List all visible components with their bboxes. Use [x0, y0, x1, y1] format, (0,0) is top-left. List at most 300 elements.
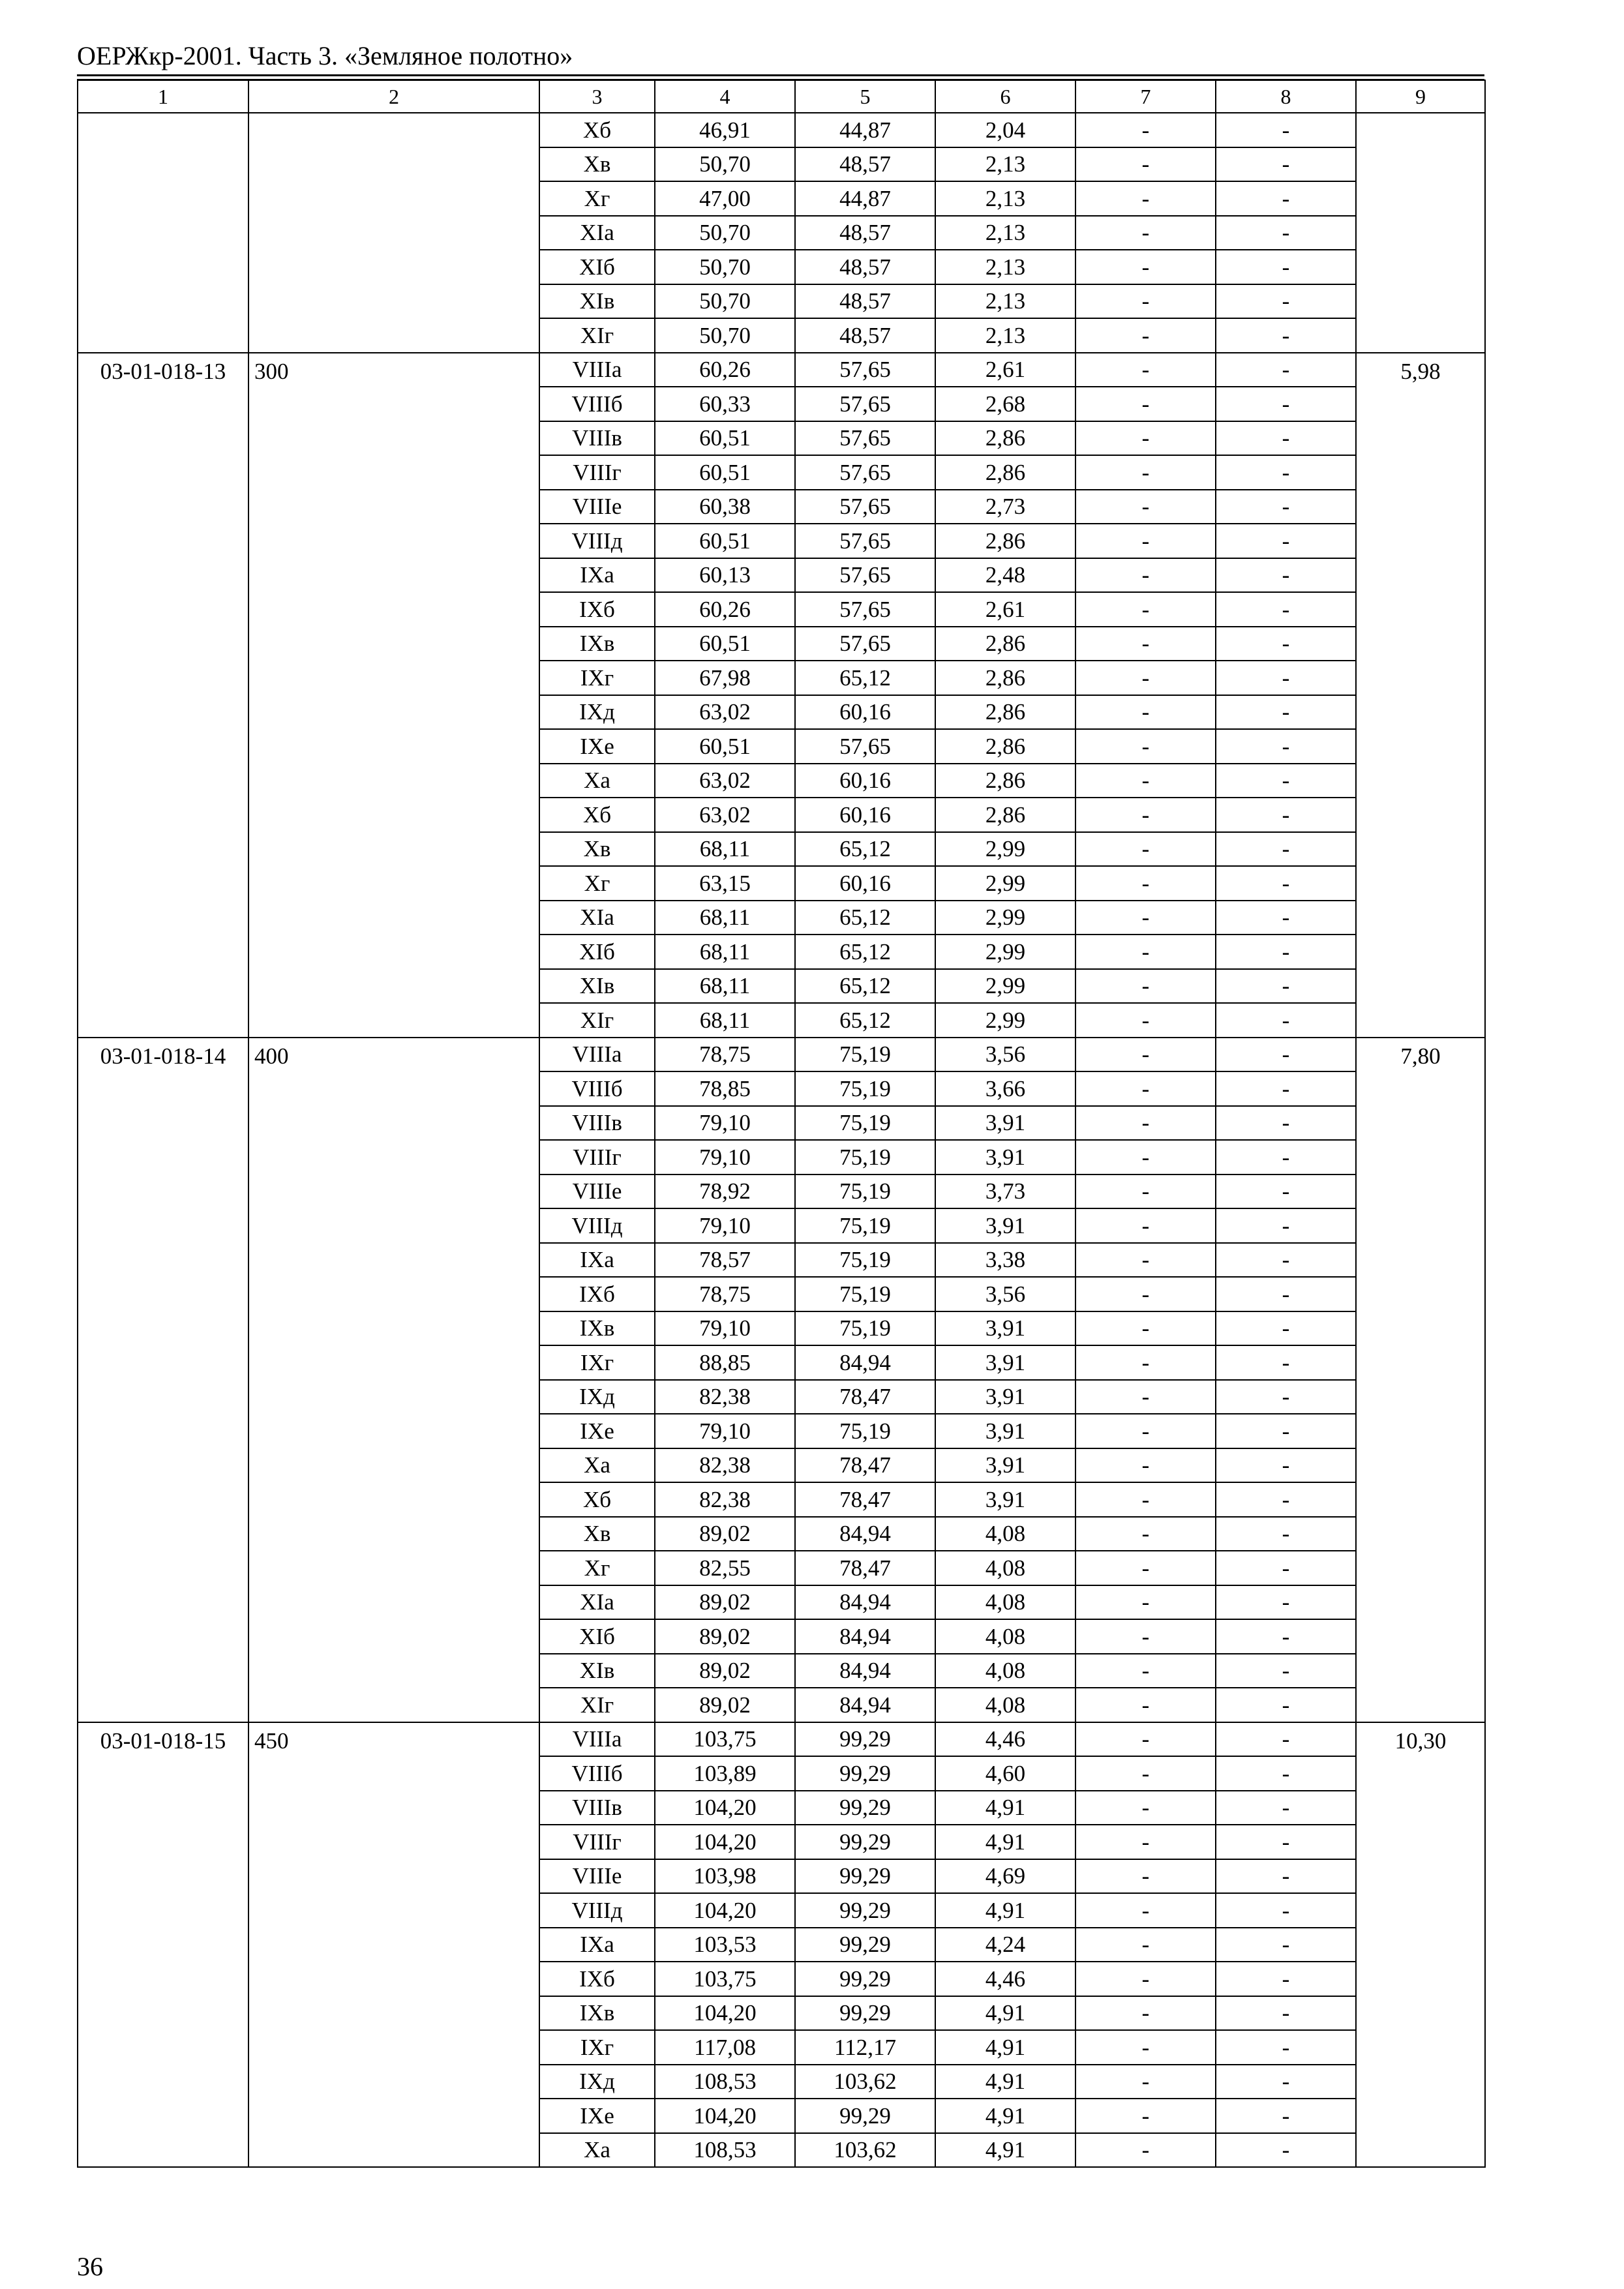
total-cost-cell: 103,89: [655, 1756, 795, 1791]
col7-cell: -: [1075, 1893, 1216, 1928]
machine-cost-cell: 3,56: [935, 1277, 1075, 1311]
wage-cell: 60,16: [795, 798, 935, 832]
total-cost-cell: 60,51: [655, 729, 795, 764]
col7-cell: -: [1075, 1311, 1216, 1346]
variant-cell: Xб: [539, 113, 655, 147]
total-cost-cell: 67,98: [655, 661, 795, 695]
machine-cost-cell: 3,66: [935, 1071, 1075, 1106]
total-cost-cell: 79,10: [655, 1208, 795, 1243]
total-cost-cell: 68,11: [655, 832, 795, 867]
column-number: 2: [248, 80, 539, 113]
total-cost-cell: 50,70: [655, 284, 795, 319]
group-value-cell: 400: [248, 1038, 539, 1722]
machine-cost-cell: 3,73: [935, 1174, 1075, 1209]
wage-cell: 75,19: [795, 1311, 935, 1346]
rate-code-cell: 03-01-018-13: [78, 353, 248, 1038]
machine-cost-cell: 2,48: [935, 558, 1075, 593]
variant-cell: VIIIе: [539, 1174, 655, 1209]
rate-code-cell: 03-01-018-15: [78, 1722, 248, 2168]
machine-cost-cell: 2,13: [935, 318, 1075, 353]
wage-cell: 75,19: [795, 1038, 935, 1072]
total-cost-cell: 79,10: [655, 1414, 795, 1448]
col7-cell: -: [1075, 866, 1216, 901]
group-value-cell: 450: [248, 1722, 539, 2168]
wage-cell: 57,65: [795, 524, 935, 558]
variant-cell: VIIIа: [539, 1038, 655, 1072]
wage-cell: 65,12: [795, 661, 935, 695]
variant-cell: IXд: [539, 2065, 655, 2099]
col7-cell: -: [1075, 1825, 1216, 1859]
col8-cell: -: [1216, 147, 1356, 182]
col7-cell: -: [1075, 2133, 1216, 2168]
col8-cell: -: [1216, 1688, 1356, 1722]
variant-cell: XIа: [539, 901, 655, 935]
wage-cell: 60,16: [795, 866, 935, 901]
variant-cell: IXв: [539, 1311, 655, 1346]
col7-cell: -: [1075, 1448, 1216, 1483]
variant-cell: VIIIв: [539, 1791, 655, 1825]
col8-cell: -: [1216, 1448, 1356, 1483]
wage-cell: 103,62: [795, 2133, 935, 2168]
machine-cost-cell: 4,08: [935, 1688, 1075, 1722]
wage-cell: 65,12: [795, 969, 935, 1004]
col7-cell: -: [1075, 729, 1216, 764]
col8-cell: -: [1216, 1619, 1356, 1654]
machine-cost-cell: 4,91: [935, 1791, 1075, 1825]
table-row: [78, 1722, 1485, 1757]
machine-cost-cell: 4,91: [935, 1893, 1075, 1928]
col7-cell: -: [1075, 1517, 1216, 1551]
total-cost-cell: 103,98: [655, 1859, 795, 1894]
total-cost-cell: 104,20: [655, 1791, 795, 1825]
variant-cell: IXг: [539, 661, 655, 695]
variant-cell: XIб: [539, 1619, 655, 1654]
variant-cell: Xб: [539, 1482, 655, 1517]
col8-cell: -: [1216, 2099, 1356, 2133]
col7-cell: -: [1075, 1619, 1216, 1654]
wage-cell: 99,29: [795, 1859, 935, 1894]
col8-cell: -: [1216, 592, 1356, 627]
wage-cell: 57,65: [795, 421, 935, 456]
machine-cost-cell: 2,13: [935, 284, 1075, 319]
variant-cell: VIIIа: [539, 1722, 655, 1757]
col7-cell: -: [1075, 832, 1216, 867]
machine-cost-cell: 3,91: [935, 1414, 1075, 1448]
total-cost-cell: 82,55: [655, 1551, 795, 1585]
col9-value-cell: 5,98: [1356, 353, 1485, 1038]
machine-cost-cell: 3,38: [935, 1243, 1075, 1278]
col7-cell: -: [1075, 2065, 1216, 2099]
wage-cell: 99,29: [795, 1756, 935, 1791]
col7-cell: -: [1075, 1585, 1216, 1620]
column-number: 5: [795, 80, 935, 113]
machine-cost-cell: 3,91: [935, 1311, 1075, 1346]
wage-cell: 75,19: [795, 1174, 935, 1209]
column-number: 1: [78, 80, 248, 113]
variant-cell: VIIIб: [539, 387, 655, 421]
wage-cell: 99,29: [795, 1791, 935, 1825]
wage-cell: 103,62: [795, 2065, 935, 2099]
machine-cost-cell: 2,86: [935, 455, 1075, 490]
wage-cell: 78,47: [795, 1482, 935, 1517]
wage-cell: 48,57: [795, 284, 935, 319]
col8-cell: -: [1216, 318, 1356, 353]
col8-cell: -: [1216, 1345, 1356, 1380]
col7-cell: -: [1075, 1928, 1216, 1962]
table-row: [78, 113, 1485, 147]
col7-cell: -: [1075, 2099, 1216, 2133]
col7-cell: -: [1075, 798, 1216, 832]
machine-cost-cell: 3,91: [935, 1482, 1075, 1517]
col8-cell: -: [1216, 1585, 1356, 1620]
total-cost-cell: 50,70: [655, 147, 795, 182]
column-number: 3: [539, 80, 655, 113]
wage-cell: 57,65: [795, 455, 935, 490]
variant-cell: XIг: [539, 1003, 655, 1038]
col8-cell: -: [1216, 1208, 1356, 1243]
wage-cell: 99,29: [795, 1722, 935, 1757]
wage-cell: 65,12: [795, 901, 935, 935]
table-row: [78, 1038, 1485, 1072]
col7-cell: -: [1075, 216, 1216, 250]
machine-cost-cell: 2,86: [935, 524, 1075, 558]
col7-cell: -: [1075, 1380, 1216, 1414]
col8-cell: -: [1216, 1003, 1356, 1038]
col7-cell: -: [1075, 455, 1216, 490]
variant-cell: VIIIб: [539, 1071, 655, 1106]
document-title: ОЕРЖкр-2001. Часть 3. «Земляное полотно»: [77, 41, 573, 70]
variant-cell: VIIIг: [539, 1825, 655, 1859]
variant-cell: VIIIб: [539, 1756, 655, 1791]
col8-cell: -: [1216, 1962, 1356, 1996]
wage-cell: 48,57: [795, 318, 935, 353]
group-value-cell: 300: [248, 353, 539, 1038]
machine-cost-cell: 2,99: [935, 969, 1075, 1004]
machine-cost-cell: 2,13: [935, 147, 1075, 182]
machine-cost-cell: 3,91: [935, 1345, 1075, 1380]
total-cost-cell: 78,75: [655, 1038, 795, 1072]
col7-cell: -: [1075, 1174, 1216, 1209]
variant-cell: IXв: [539, 1996, 655, 2031]
machine-cost-cell: 2,86: [935, 661, 1075, 695]
col8-cell: -: [1216, 421, 1356, 456]
total-cost-cell: 60,33: [655, 387, 795, 421]
machine-cost-cell: 4,08: [935, 1619, 1075, 1654]
total-cost-cell: 104,20: [655, 1893, 795, 1928]
machine-cost-cell: 3,91: [935, 1448, 1075, 1483]
wage-cell: 75,19: [795, 1277, 935, 1311]
variant-cell: IXа: [539, 1928, 655, 1962]
col7-cell: -: [1075, 490, 1216, 524]
total-cost-cell: 79,10: [655, 1311, 795, 1346]
total-cost-cell: 89,02: [655, 1619, 795, 1654]
machine-cost-cell: 4,91: [935, 2065, 1075, 2099]
machine-cost-cell: 3,56: [935, 1038, 1075, 1072]
col8-cell: -: [1216, 901, 1356, 935]
total-cost-cell: 79,10: [655, 1140, 795, 1174]
machine-cost-cell: 4,08: [935, 1585, 1075, 1620]
variant-cell: VIIIв: [539, 1106, 655, 1141]
variant-cell: VIIIд: [539, 1208, 655, 1243]
machine-cost-cell: 4,60: [935, 1756, 1075, 1791]
total-cost-cell: 60,38: [655, 490, 795, 524]
machine-cost-cell: 2,04: [935, 113, 1075, 147]
col8-cell: -: [1216, 455, 1356, 490]
total-cost-cell: 46,91: [655, 113, 795, 147]
wage-cell: 75,19: [795, 1243, 935, 1278]
variant-cell: Xв: [539, 1517, 655, 1551]
total-cost-cell: 50,70: [655, 250, 795, 284]
col8-cell: -: [1216, 1893, 1356, 1928]
col7-cell: -: [1075, 1140, 1216, 1174]
col8-cell: -: [1216, 250, 1356, 284]
col8-cell: -: [1216, 935, 1356, 969]
wage-cell: 60,16: [795, 695, 935, 730]
variant-cell: IXе: [539, 729, 655, 764]
col7-cell: -: [1075, 1106, 1216, 1141]
col8-cell: -: [1216, 216, 1356, 250]
col8-cell: -: [1216, 1380, 1356, 1414]
variant-cell: XIв: [539, 1654, 655, 1688]
machine-cost-cell: 2,68: [935, 387, 1075, 421]
col8-cell: -: [1216, 832, 1356, 867]
col8-cell: -: [1216, 627, 1356, 661]
col7-cell: -: [1075, 1277, 1216, 1311]
col7-cell: -: [1075, 1859, 1216, 1894]
col8-cell: -: [1216, 695, 1356, 730]
machine-cost-cell: 4,91: [935, 2099, 1075, 2133]
total-cost-cell: 78,85: [655, 1071, 795, 1106]
wage-cell: 48,57: [795, 216, 935, 250]
total-cost-cell: 104,20: [655, 2099, 795, 2133]
total-cost-cell: 60,51: [655, 627, 795, 661]
col7-cell: -: [1075, 558, 1216, 593]
total-cost-cell: 82,38: [655, 1482, 795, 1517]
wage-cell: 57,65: [795, 558, 935, 593]
wage-cell: 60,16: [795, 764, 935, 798]
column-number: 9: [1356, 80, 1485, 113]
machine-cost-cell: 3,91: [935, 1380, 1075, 1414]
col7-cell: -: [1075, 387, 1216, 421]
col7-cell: -: [1075, 901, 1216, 935]
col8-cell: -: [1216, 2133, 1356, 2168]
variant-cell: XIб: [539, 250, 655, 284]
wage-cell: 57,65: [795, 353, 935, 387]
machine-cost-cell: 4,91: [935, 1996, 1075, 2031]
col7-cell: -: [1075, 1756, 1216, 1791]
machine-cost-cell: 4,08: [935, 1517, 1075, 1551]
variant-cell: XIа: [539, 216, 655, 250]
machine-cost-cell: 3,91: [935, 1106, 1075, 1141]
machine-cost-cell: 2,99: [935, 901, 1075, 935]
col7-cell: -: [1075, 2030, 1216, 2065]
col8-cell: -: [1216, 1071, 1356, 1106]
wage-cell: 75,19: [795, 1106, 935, 1141]
machine-cost-cell: 2,86: [935, 729, 1075, 764]
col8-cell: -: [1216, 1825, 1356, 1859]
total-cost-cell: 104,20: [655, 1825, 795, 1859]
col8-cell: -: [1216, 1928, 1356, 1962]
document-header: [77, 40, 1484, 80]
machine-cost-cell: 4,08: [935, 1654, 1075, 1688]
total-cost-cell: 104,20: [655, 1996, 795, 2031]
col7-cell: -: [1075, 524, 1216, 558]
col8-cell: -: [1216, 661, 1356, 695]
total-cost-cell: 103,75: [655, 1722, 795, 1757]
machine-cost-cell: 4,08: [935, 1551, 1075, 1585]
wage-cell: 99,29: [795, 1996, 935, 2031]
column-number: 8: [1216, 80, 1356, 113]
column-number: 4: [655, 80, 795, 113]
variant-cell: VIIIе: [539, 490, 655, 524]
wage-cell: 75,19: [795, 1414, 935, 1448]
col8-cell: -: [1216, 1722, 1356, 1757]
machine-cost-cell: 2,13: [935, 216, 1075, 250]
col8-cell: -: [1216, 798, 1356, 832]
total-cost-cell: 50,70: [655, 216, 795, 250]
col7-cell: -: [1075, 1688, 1216, 1722]
wage-cell: 65,12: [795, 935, 935, 969]
col7-cell: -: [1075, 1551, 1216, 1585]
variant-cell: Xа: [539, 2133, 655, 2168]
wage-cell: 57,65: [795, 592, 935, 627]
col7-cell: -: [1075, 1208, 1216, 1243]
total-cost-cell: 108,53: [655, 2133, 795, 2168]
col8-cell: -: [1216, 558, 1356, 593]
machine-cost-cell: 2,61: [935, 353, 1075, 387]
variant-cell: XIг: [539, 1688, 655, 1722]
total-cost-cell: 89,02: [655, 1517, 795, 1551]
wage-cell: 48,57: [795, 250, 935, 284]
column-number: 7: [1075, 80, 1216, 113]
variant-cell: XIв: [539, 969, 655, 1004]
machine-cost-cell: 4,24: [935, 1928, 1075, 1962]
wage-cell: 57,65: [795, 729, 935, 764]
variant-cell: Xа: [539, 764, 655, 798]
column-number: 6: [935, 80, 1075, 113]
variant-cell: IXб: [539, 592, 655, 627]
wage-cell: 84,94: [795, 1619, 935, 1654]
col7-cell: -: [1075, 1482, 1216, 1517]
col8-cell: -: [1216, 764, 1356, 798]
wage-cell: 78,47: [795, 1380, 935, 1414]
col7-cell: -: [1075, 1414, 1216, 1448]
col8-cell: -: [1216, 1311, 1356, 1346]
wage-cell: 57,65: [795, 387, 935, 421]
col8-cell: -: [1216, 1551, 1356, 1585]
total-cost-cell: 50,70: [655, 318, 795, 353]
total-cost-cell: 82,38: [655, 1380, 795, 1414]
variant-cell: XIб: [539, 935, 655, 969]
total-cost-cell: 60,51: [655, 455, 795, 490]
col7-cell: -: [1075, 764, 1216, 798]
variant-cell: IXа: [539, 558, 655, 593]
total-cost-cell: 68,11: [655, 935, 795, 969]
table-body: [78, 113, 1485, 2167]
variant-cell: Xв: [539, 147, 655, 182]
page-number: 36: [77, 2252, 103, 2281]
col8-cell: -: [1216, 1038, 1356, 1072]
variant-cell: Xб: [539, 798, 655, 832]
col7-cell: -: [1075, 1962, 1216, 1996]
col8-cell: -: [1216, 1791, 1356, 1825]
machine-cost-cell: 4,91: [935, 1825, 1075, 1859]
variant-cell: IXб: [539, 1962, 655, 1996]
total-cost-cell: 60,26: [655, 592, 795, 627]
col8-cell: -: [1216, 1414, 1356, 1448]
wage-cell: 44,87: [795, 181, 935, 216]
wage-cell: 48,57: [795, 147, 935, 182]
col8-cell: -: [1216, 353, 1356, 387]
variant-cell: XIв: [539, 284, 655, 319]
total-cost-cell: 108,53: [655, 2065, 795, 2099]
total-cost-cell: 82,38: [655, 1448, 795, 1483]
rate-code-cell: 03-01-018-14: [78, 1038, 248, 1722]
total-cost-cell: 47,00: [655, 181, 795, 216]
total-cost-cell: 60,51: [655, 524, 795, 558]
variant-cell: XIа: [539, 1585, 655, 1620]
col8-cell: -: [1216, 2030, 1356, 2065]
col8-cell: -: [1216, 1482, 1356, 1517]
wage-cell: 99,29: [795, 1962, 935, 1996]
col7-cell: -: [1075, 661, 1216, 695]
col8-cell: -: [1216, 2065, 1356, 2099]
col8-cell: -: [1216, 181, 1356, 216]
total-cost-cell: 103,75: [655, 1962, 795, 1996]
col8-cell: -: [1216, 1654, 1356, 1688]
total-cost-cell: 88,85: [655, 1345, 795, 1380]
table-row: [78, 353, 1485, 387]
machine-cost-cell: 2,13: [935, 181, 1075, 216]
col7-cell: -: [1075, 284, 1216, 319]
machine-cost-cell: 2,86: [935, 421, 1075, 456]
wage-cell: 84,94: [795, 1345, 935, 1380]
machine-cost-cell: 2,86: [935, 798, 1075, 832]
total-cost-cell: 79,10: [655, 1106, 795, 1141]
wage-cell: 84,94: [795, 1688, 935, 1722]
col8-cell: -: [1216, 969, 1356, 1004]
wage-cell: 57,65: [795, 490, 935, 524]
wage-cell: 65,12: [795, 832, 935, 867]
variant-cell: IXв: [539, 627, 655, 661]
total-cost-cell: 103,53: [655, 1928, 795, 1962]
rate-code-cell: [78, 113, 248, 353]
variant-cell: Xг: [539, 181, 655, 216]
machine-cost-cell: 4,46: [935, 1722, 1075, 1757]
variant-cell: Xв: [539, 832, 655, 867]
total-cost-cell: 117,08: [655, 2030, 795, 2065]
machine-cost-cell: 2,99: [935, 832, 1075, 867]
col8-cell: -: [1216, 1243, 1356, 1278]
machine-cost-cell: 4,69: [935, 1859, 1075, 1894]
total-cost-cell: 63,15: [655, 866, 795, 901]
col7-cell: -: [1075, 1345, 1216, 1380]
wage-cell: 84,94: [795, 1517, 935, 1551]
col8-cell: -: [1216, 729, 1356, 764]
total-cost-cell: 68,11: [655, 969, 795, 1004]
variant-cell: VIIIг: [539, 455, 655, 490]
col7-cell: -: [1075, 1654, 1216, 1688]
machine-cost-cell: 2,99: [935, 866, 1075, 901]
col7-cell: -: [1075, 113, 1216, 147]
machine-cost-cell: 4,91: [935, 2133, 1075, 2168]
col7-cell: -: [1075, 147, 1216, 182]
col7-cell: -: [1075, 353, 1216, 387]
variant-cell: Xг: [539, 866, 655, 901]
machine-cost-cell: 2,86: [935, 627, 1075, 661]
variant-cell: VIIIв: [539, 421, 655, 456]
wage-cell: 99,29: [795, 1825, 935, 1859]
